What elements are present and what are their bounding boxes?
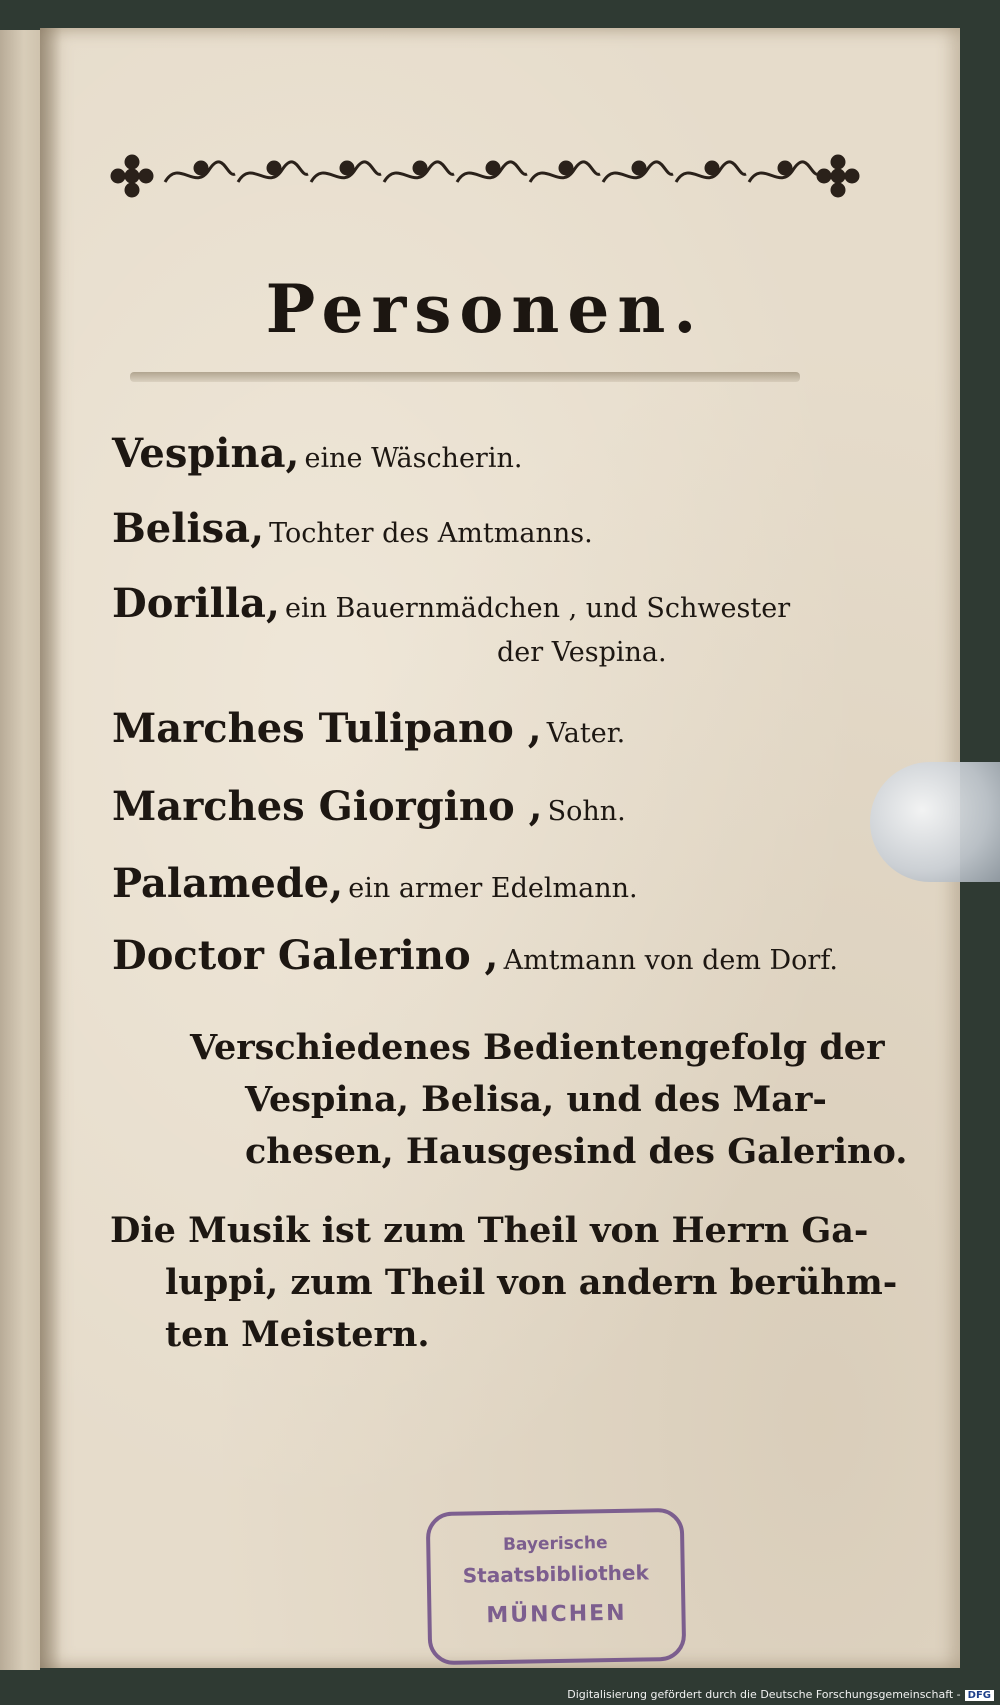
stamp-line: Bayerische <box>502 1533 608 1555</box>
character-description: Vater. <box>546 718 626 749</box>
character-description: ein Bauernmädchen , und Schwester <box>284 593 791 624</box>
character-name: Doctor Galerino , <box>112 932 499 979</box>
page-title: Personen. <box>265 270 705 348</box>
dfg-logo-icon: DFG <box>965 1690 994 1701</box>
character-description: eine Wäscherin. <box>304 443 523 474</box>
leaf-ornament <box>706 162 718 174</box>
character-description: Tochter des Amtmanns. <box>269 518 593 549</box>
digitization-footer <box>567 1688 994 1704</box>
character-name: Marches Giorgino , <box>112 783 543 830</box>
leaf-ornament <box>487 162 499 174</box>
character-description: Amtmann von dem Dorf. <box>503 945 838 976</box>
character-name: Marches Tulipano , <box>112 705 542 752</box>
character-name: Belisa, <box>112 505 265 552</box>
character-entry <box>112 860 638 907</box>
leaf-ornament <box>341 162 353 174</box>
leaf-ornament <box>414 162 426 174</box>
character-description: ein armer Edelmann. <box>348 873 638 904</box>
music-note <box>110 1205 897 1361</box>
decorative-vignette-border <box>110 148 860 204</box>
leaf-ornament <box>779 162 791 174</box>
leaf-ornament <box>633 162 645 174</box>
leaf-ornament <box>560 162 572 174</box>
character-entry <box>112 580 790 627</box>
character-entry <box>112 783 626 830</box>
page-clip <box>870 762 1000 882</box>
title-underline <box>130 372 800 382</box>
character-entry <box>112 505 593 552</box>
library-stamp <box>426 1508 687 1665</box>
page-gutter-shadow <box>40 28 62 1668</box>
character-description: Sohn. <box>547 796 626 827</box>
leaf-ornament <box>268 162 280 174</box>
character-name: Palamede, <box>112 860 344 907</box>
stamp-line: Staatsbibliothek <box>462 1560 649 1588</box>
retinue-line: Vespina, Belisa, und des Mar- <box>245 1079 827 1120</box>
retinue-line: chesen, Hausgesind des Galerino. <box>245 1131 908 1172</box>
music-line: luppi, zum Theil von andern berühm- <box>165 1262 898 1303</box>
retinue-note <box>190 1022 907 1178</box>
retinue-line: Verschiedenes Bedientengefolg der <box>190 1027 885 1068</box>
footer-text: Digitalisierung gefördert durch die Deutsche Forschungsgemeinschaft - <box>567 1688 961 1701</box>
leaf-ornament <box>195 162 207 174</box>
music-line: Die Musik ist zum Theil von Herrn Ga- <box>110 1210 869 1251</box>
character-entry <box>112 932 838 979</box>
character-entry <box>112 705 625 752</box>
character-description-continuation: der Vespina. <box>497 637 667 668</box>
character-name: Dorilla, <box>112 580 280 627</box>
stamp-line: MÜNCHEN <box>486 1600 627 1629</box>
character-name: Vespina, <box>112 430 300 477</box>
character-entry <box>112 430 522 477</box>
facing-page-edge <box>0 30 40 1670</box>
music-line: ten Meistern. <box>165 1314 430 1355</box>
